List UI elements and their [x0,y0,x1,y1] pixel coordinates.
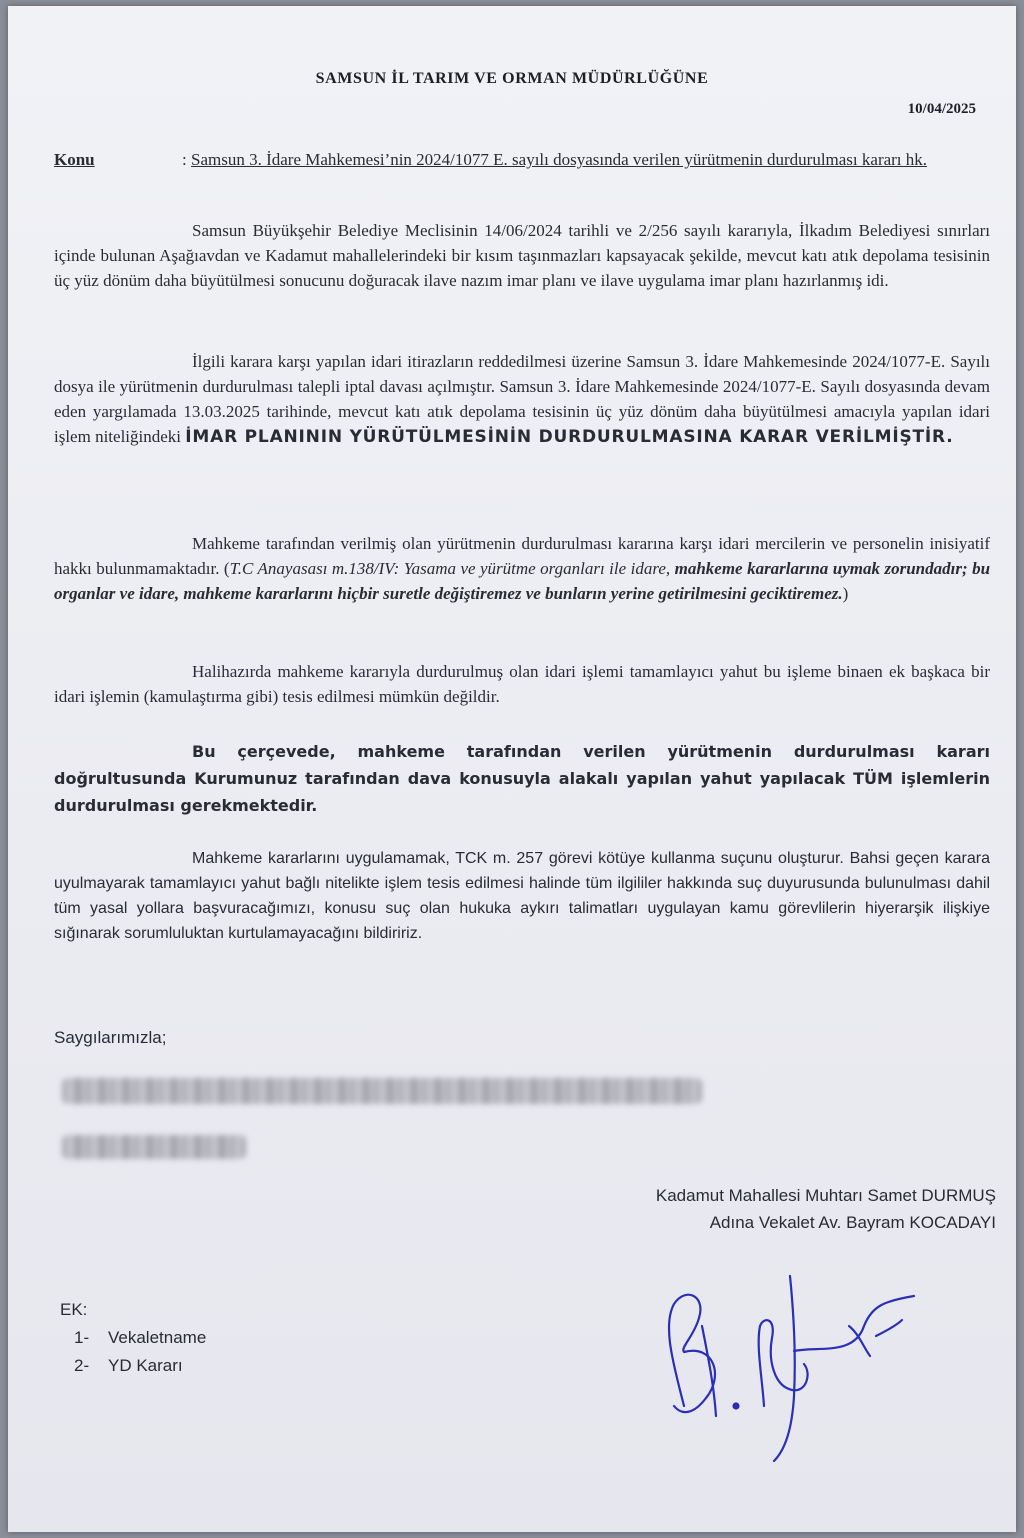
closing-salutation: Saygılarımızla; [54,1028,167,1047]
signatory-line-1: Kadamut Mahallesi Muhtarı Samet DURMUŞ [655,1186,996,1205]
attachment-item [60,1352,206,1380]
paragraph-5: Bu çerçevede, mahkeme tarafından verilen yürütmenin durdurulması kararı doğrultusunda Kurumunuz tarafından dava konusuyla alakalı yapılan yahut yapılacak TÜM işlemlerin durdurulması gerekmektedir. [54,742,990,815]
redacted-address [62,1078,702,1104]
subject-separator: : [182,150,187,169]
constitution-citation: T.C Anayasası m.138/IV: Yasama ve yürütme organları ile idare, [229,559,671,578]
attachment-item [60,1324,206,1352]
subject-label [54,148,182,172]
paragraph-2-emphasis: İMAR PLANININ YÜRÜTÜLMESİNİN DURDURULMASINA KARAR VERİLMİŞTİR. [185,427,954,447]
paragraph-1: Samsun Büyükşehir Belediye Meclisinin 14/06/2024 tarihli ve 2/256 sayılı kararıyla, İlkadım Belediyesi sınırları içinde bulunan Aşağıavdan ve Kadamut mahallelerindeki bir kısım taşınmazları kapsayacak şekilde, mevcut katı atık depolama tesisinin üç yüz dönüm daha büyütülmesi sonucunu doğuracak ilave nazım imar planı ve ilave uygulama imar planı hazırlanmış idi. [54,221,990,290]
paragraph-4: Halihazırda mahkeme kararıyla durdurulmuş olan idari işlemi tamamlayıcı yahut bu işleme binaen ek başkaca bir idari işlemin (kamulaştırma gibi) tesis edilmesi mümkün değildir. [54,662,990,706]
constitution-quote: mahkeme kararlarına uymak zorundadır; bu organlar ve idare, mahkeme kararlarını hiçbir suretle değiştiremez ve bunların yerine getirilmesini geciktiremez. [54,559,991,603]
paragraph-3 [54,531,990,606]
attachments-list [60,1324,206,1380]
subject-label-text: Konu [54,150,95,169]
subject-text: Samsun 3. İdare Mahkemesi’nin 2024/1077 E. sayılı dosyasında verilen yürütmenin durdurulması kararı hk. [190,150,928,169]
signatory-block [656,1182,996,1236]
paragraph-6: Mahkeme kararlarını uygulamamak, TCK m. 257 görevi kötüye kullanma suçunu oluşturur. Bahsi geçen karara uyulmayarak tamamlayıcı yahut bağlı nitelikte işlem tesis edilmesi halinde tüm ilgililer hakkında suç duyurusunda bulunulması dahil tüm yasal yollara başvuracağımızı, konusu suç olan hukuka aykırı talimatları uygulayan kamu görevlilerin hiyerarşik ilişkiye sığınarak sorumluluktan kurtulamayacağını bildiririz. [54,850,990,942]
attachment-name: Vekaletname [108,1328,207,1347]
paragraph-3-end: ) [842,584,849,603]
redacted-contact [62,1135,246,1159]
paragraph-2-text: İlgili karara karşı yapılan idari itirazların reddedilmesi üzerine Samsun 3. İdare Mahkemesinde 2024/1077-E. Sayılı dosya ile yürütmenin durdurulması talepli iptal davası açılmıştır. Samsun 3. İdare Mahkemesinde 2024/1077-E. Sayılı dosyasında devam eden yargılamada 13.03.2025 tarihinde, mevcut katı atık depolama tesisinin üç yüz dönüm daha büyütülmesi amacıyla yapılan idari işlem niteliğindeki [54,352,990,446]
signatory-line-2: Adına Vekalet Av. Bayram KOCADAYI [709,1213,996,1232]
recipient-title: SAMSUN İL TARIM VE ORMAN MÜDÜRLÜĞÜNE [315,70,709,87]
attachments-label: EK: [60,1300,88,1319]
handwritten-signature [644,1256,934,1466]
attachment-number: 2- [74,1356,90,1375]
paragraph-2 [54,349,990,450]
letter-date: 10/04/2025 [907,101,976,117]
letter-page [8,6,1016,1532]
subject-line [54,148,984,172]
attachments [60,1296,206,1380]
attachment-name: YD Kararı [108,1356,183,1375]
paragraph-3-text: Mahkeme tarafından verilmiş olan yürütmenin durdurulması kararına karşı idari mercilerin ve personelin inisiyatif hakkı bulunmamaktadır. ( [54,534,990,578]
attachment-number: 1- [74,1328,90,1347]
